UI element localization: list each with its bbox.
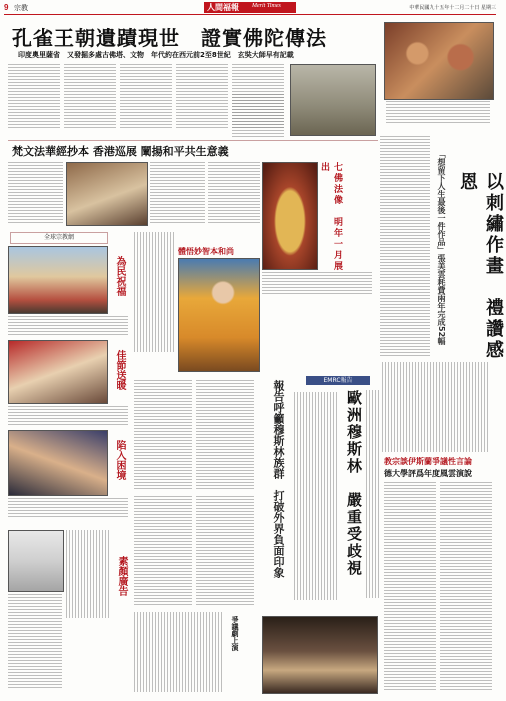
center-bottom-text	[134, 612, 224, 692]
left-caption-2	[8, 406, 128, 426]
emrc-vertical-title: 歐洲穆斯林 嚴重受歧視	[345, 390, 363, 577]
buddha-caption	[262, 272, 372, 294]
feature-vertical-text	[382, 362, 490, 452]
top-right-painting	[384, 22, 494, 100]
lead-photo-stupa	[290, 64, 376, 136]
issue-date: 中華民國九十五年十二月二十日 星期三	[409, 5, 496, 11]
feature-text-col	[380, 136, 430, 356]
center-text-col-4	[196, 496, 254, 606]
side-caption-4: 素顏廣告	[116, 556, 127, 596]
emrc-label-text: EMRC報告	[323, 377, 353, 384]
global-religion-label-text: 全球宗教網	[43, 234, 74, 241]
bottom-right-col-2	[440, 482, 492, 692]
feature-vertical-title: 以刺繡作畫 禮讚感恩	[457, 172, 504, 361]
buddha-painting	[262, 162, 318, 270]
emrc-text-block	[294, 392, 338, 600]
lead-text-col-4	[176, 64, 228, 128]
top-right-caption	[386, 101, 490, 123]
lead-text-col-3	[120, 64, 172, 128]
logo-cn: 人間福報	[207, 2, 239, 12]
second-text-col-3	[208, 162, 260, 224]
mid-vertical-heading: 七佛法像 明年一月展出	[319, 162, 342, 272]
emrc-label	[306, 376, 370, 385]
masthead-rule	[4, 14, 496, 15]
left-photo-4	[8, 530, 64, 592]
page-number: 9	[4, 3, 9, 12]
center-text-col-3	[134, 496, 192, 606]
rule-1	[8, 140, 378, 141]
left-photo-3	[8, 430, 108, 496]
center-text-col-1	[134, 380, 192, 490]
second-text-col-1	[8, 162, 63, 224]
bottom-crowd-photo	[262, 616, 378, 694]
lower-vertical-caption: 爭議劇上演	[231, 616, 239, 651]
center-vertical-text	[134, 232, 174, 352]
left-caption-3	[8, 498, 128, 518]
bottom-right-headline-2: 德大學評爲年度風雲演說	[384, 469, 472, 478]
second-photo	[66, 162, 148, 226]
monk-photo	[178, 258, 260, 372]
monk-banner: 體悟妙智本和尚	[178, 247, 234, 256]
lead-subheadline: 印度奧里薩省 又發掘多處古佛塔、文物 年代約在西元前2至8世紀 玄奘大師早有記載	[18, 51, 294, 59]
left-bottom-col	[8, 594, 62, 690]
lead-text-col-1	[8, 64, 60, 128]
left-caption-1	[8, 316, 128, 336]
logo	[204, 2, 296, 13]
feature-vertical-subtitle: 「想留下人生最後一件作品」張美雲耗費兩年完成52幅	[437, 150, 446, 346]
side-caption-2: 佳節送暖	[114, 350, 125, 390]
left-photo-1	[8, 246, 108, 314]
left-bottom-text	[66, 530, 110, 618]
logo-en: Merit Times	[252, 3, 281, 9]
emrc-vertical-subtitle: 報告呼籲穆斯林族群 打破外界負面印象	[272, 380, 285, 578]
lead-text-col-2	[64, 64, 116, 128]
left-photo-2	[8, 340, 108, 404]
center-text-col-2	[196, 380, 254, 490]
lead-headline: 孔雀王朝遺蹟現世 證實佛陀傳法	[12, 26, 327, 50]
second-text-col-2	[150, 162, 205, 224]
global-religion-label	[10, 232, 108, 244]
bottom-right-headline-1: 教宗談伊斯蘭爭議性言論	[384, 457, 472, 466]
lead-text-col-6	[232, 94, 284, 138]
bottom-right-col-1	[384, 482, 436, 692]
masthead	[4, 3, 496, 13]
side-caption-1: 為民祝福	[114, 256, 125, 296]
side-caption-3: 陷入困境	[114, 440, 125, 480]
section-label: 宗教	[14, 4, 28, 12]
emrc-text-block-2	[366, 390, 380, 598]
second-headline: 梵文法華經抄本 香港巡展 闡揚和平共生意義	[12, 145, 229, 158]
